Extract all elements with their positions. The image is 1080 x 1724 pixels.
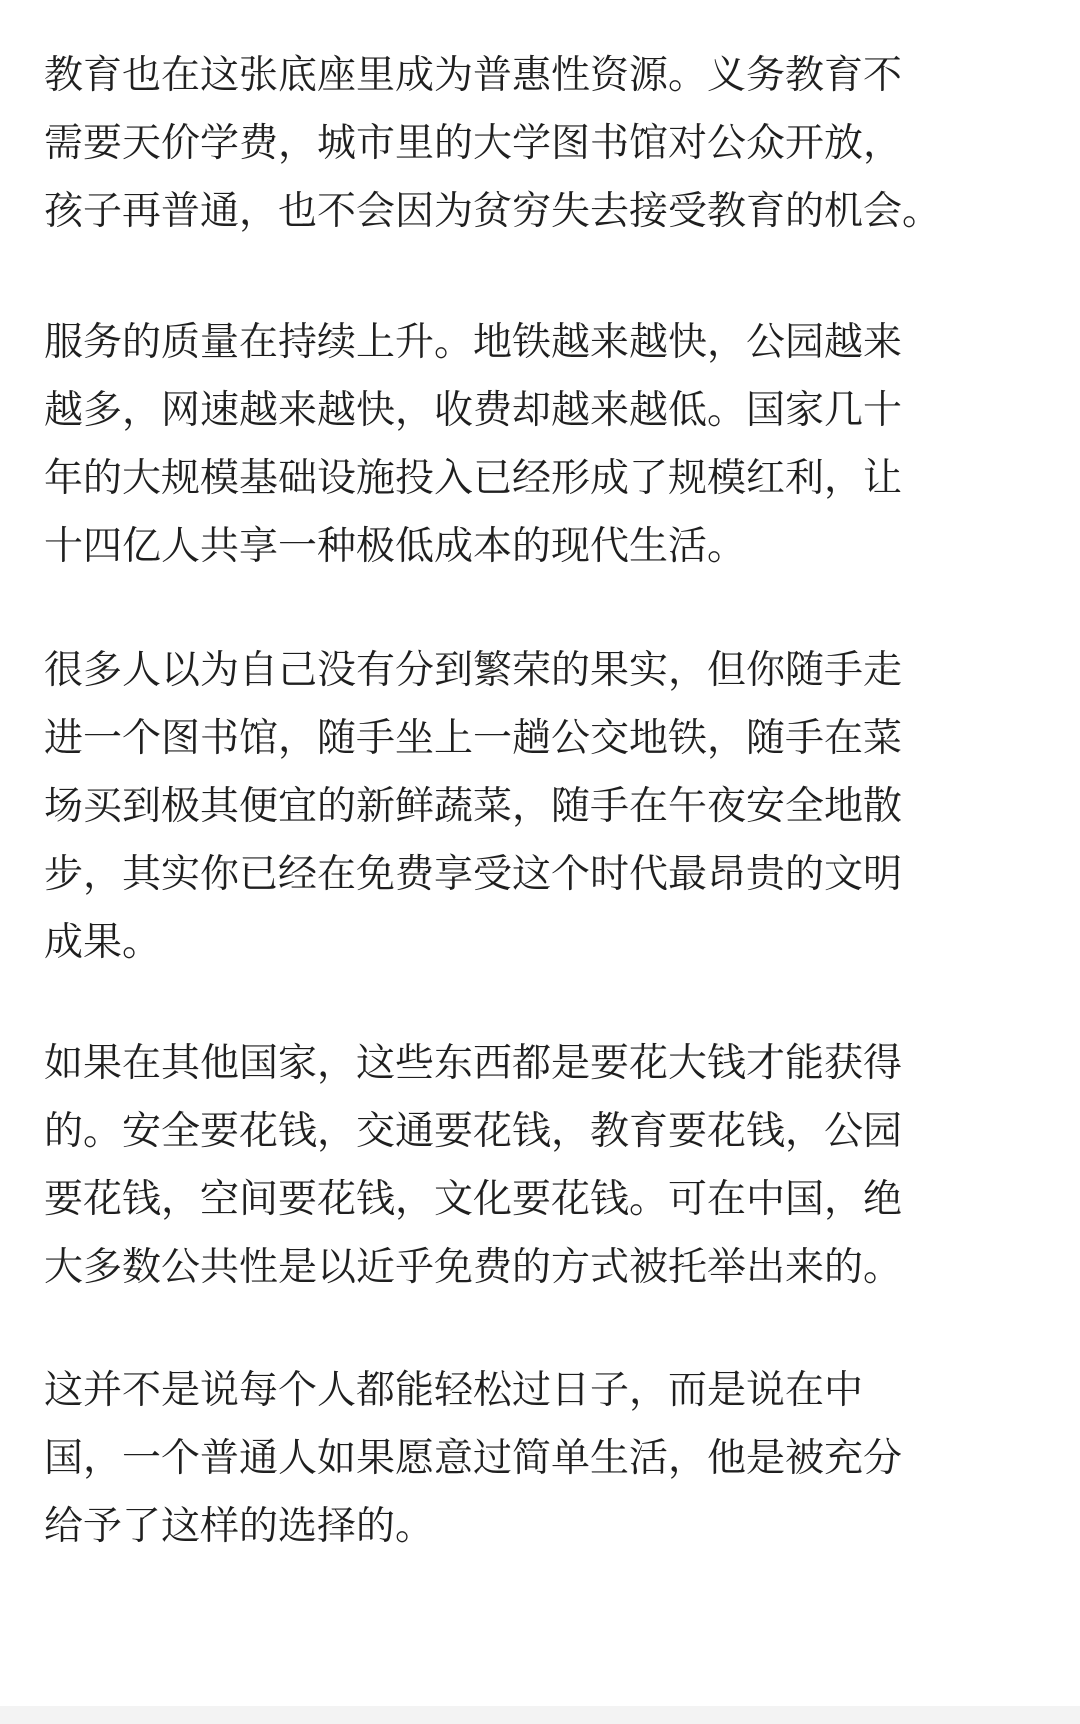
- paragraph-line: 很多人以为自己没有分到繁荣的果实，但你随手走: [44, 648, 903, 693]
- paragraph-line: 这并不是说每个人都能轻松过日子，而是说在中: [44, 1368, 864, 1413]
- paragraph-line: 年的大规模基础设施投入已经形成了规模红利，让: [44, 456, 903, 501]
- paragraph-service-quality: [44, 309, 1044, 581]
- paragraph-line: 需要天价学费，城市里的大学图书馆对公众开放，: [44, 121, 903, 166]
- paragraph-line: 要花钱，空间要花钱，文化要花钱。可在中国，绝: [44, 1177, 903, 1222]
- paragraph-other-countries: [44, 1030, 1044, 1302]
- paragraph-line: 如果在其他国家，这些东西都是要花大钱才能获得: [44, 1041, 903, 1086]
- paragraph-line: 场买到极其便宜的新鲜蔬菜，随手在午夜安全地散: [44, 784, 903, 829]
- paragraph-line: 教育也在这张底座里成为普惠性资源。义务教育不: [44, 53, 903, 98]
- paragraph-line: 步，其实你已经在免费享受这个时代最昂贵的文明: [44, 852, 903, 897]
- paragraph-line: 的。安全要花钱，交通要花钱，教育要花钱，公园: [44, 1109, 903, 1154]
- paragraph-line: 十四亿人共享一种极低成本的现代生活。: [44, 524, 747, 569]
- paragraph-line: 越多，网速越来越快，收费却越来越低。国家几十: [44, 388, 903, 433]
- paragraph-line: 孩子再普通，也不会因为贫穷失去接受教育的机会。: [44, 189, 942, 234]
- paragraph-line: 成果。: [44, 920, 162, 965]
- paragraph-simple-life: [44, 1357, 1044, 1561]
- paragraph-line: 服务的质量在持续上升。地铁越来越快，公园越来: [44, 320, 903, 365]
- paragraph-line: 给予了这样的选择的。: [44, 1504, 435, 1549]
- paragraph-line: 国，一个普通人如果愿意过简单生活，他是被充分: [44, 1436, 903, 1481]
- paragraph-line: 进一个图书馆，随手坐上一趟公交地铁，随手在菜: [44, 716, 903, 761]
- paragraph-prosperity: [44, 637, 1044, 977]
- paragraph-line: 大多数公共性是以近乎免费的方式被托举出来的。: [44, 1245, 903, 1290]
- bottom-divider: [0, 1706, 1080, 1724]
- paragraph-education: [44, 42, 1044, 246]
